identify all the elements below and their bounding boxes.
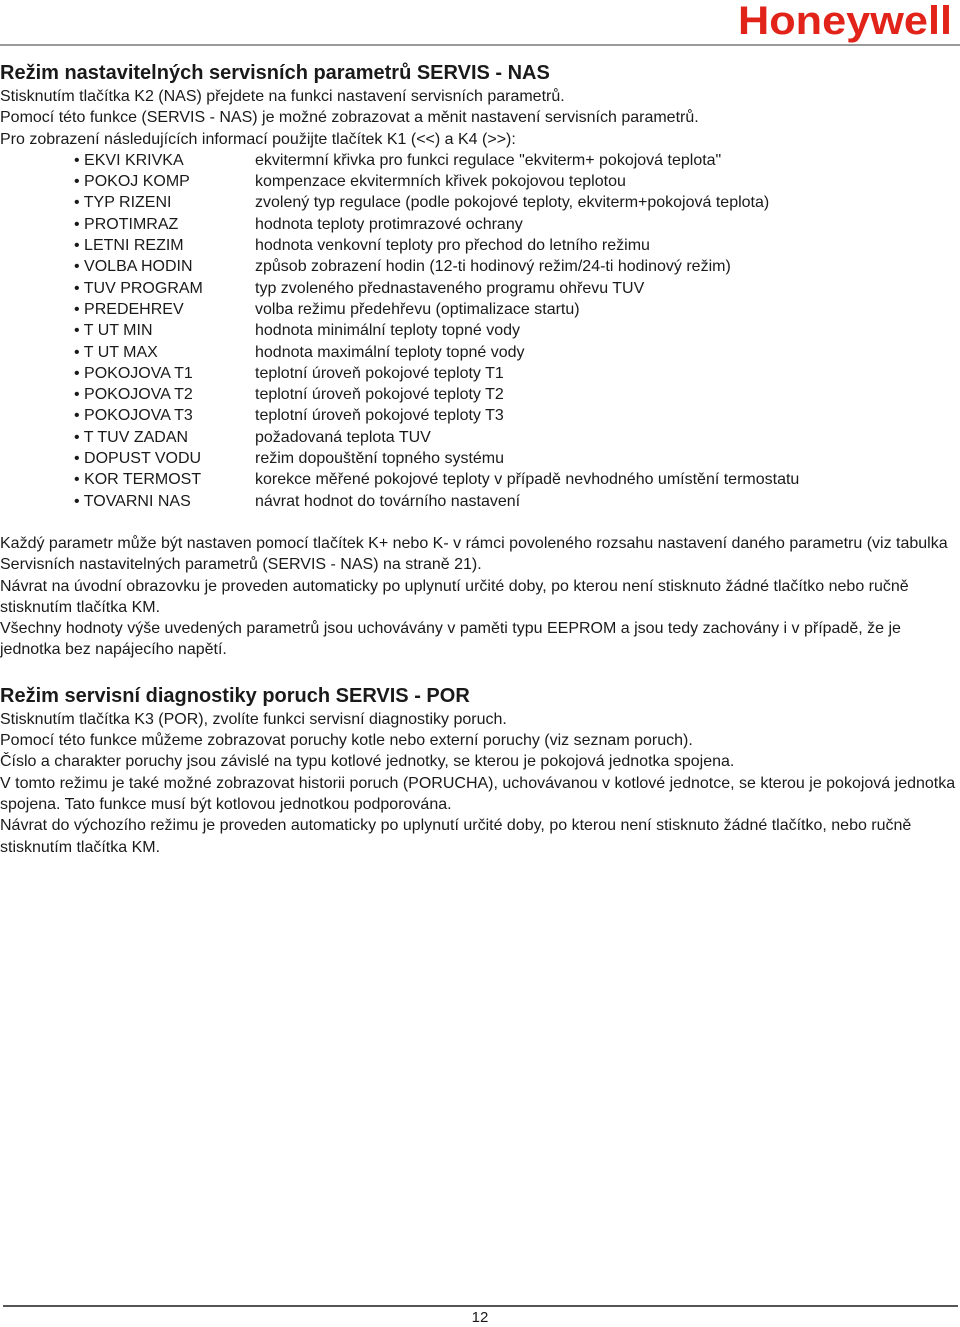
- parameter-item: [74, 299, 958, 320]
- section-title-servis-por: Režim servisní diagnostiky poruch SERVIS - POR: [0, 684, 470, 707]
- logo-text: Honeywell: [738, 0, 952, 43]
- parameter-item: [74, 405, 958, 426]
- parameter-name: • PROTIMRAZ: [74, 215, 179, 233]
- parameter-item: [74, 384, 958, 405]
- parameter-name: • DOPUST VODU: [74, 450, 202, 468]
- parameter-description: hodnota teploty protimrazové ochrany: [255, 215, 523, 233]
- body-paragraph: V tomto režimu je také možné zobrazovat historii poruch (PORUCHA), uchovávanou v kotlové jednotce, se kterou je pokojová jednotka spojena. Tato funkce musí být kotlovou jednotkou podporována.: [0, 774, 956, 813]
- parameter-name: • T TUV ZADAN: [74, 428, 189, 446]
- parameter-description: korekce měřené pokojové teploty v případě nevhodného umístění termostatu: [255, 471, 800, 489]
- parameter-item: [74, 192, 958, 213]
- section-servis-por: [0, 683, 958, 858]
- parameter-name: • T UT MAX: [74, 343, 158, 361]
- parameter-description: kompenzace ekvitermních křivek pokojovou teplotou: [255, 173, 626, 191]
- body-paragraph: Stisknutím tlačítka K3 (POR), zvolíte funkci servisní diagnostiky poruch.: [0, 710, 507, 728]
- parameter-description: volba režimu předehřevu (optimalizace startu): [255, 300, 580, 318]
- parameter-name: • TUV PROGRAM: [74, 279, 203, 297]
- parameter-description: požadovaná teplota TUV: [255, 428, 431, 446]
- page-number: 12: [471, 1309, 489, 1326]
- intro-line: Stisknutím tlačítka K2 (NAS) přejdete na funkci nastavení servisních parametrů.: [0, 88, 565, 105]
- intro-line: Pomocí této funkce (SERVIS - NAS) je možné zobrazovat a měnit nastavení servisních parametrů.: [0, 109, 699, 127]
- body-paragraph: Číslo a charakter poruchy jsou závislé na typu kotlové jednotky, se kterou je pokojová jednotka spojena.: [0, 753, 735, 771]
- body-paragraph: Každý parametr může být nastaven pomocí tlačítek K+ nebo K- v rámci povoleného rozsahu nastavení daného parametru (viz tabulka Servisních nastavitelných parametrů (SERVIS - NAS) na straně 21).: [0, 534, 948, 574]
- parameter-name: • POKOJOVA T2: [74, 386, 193, 404]
- parameter-item: [74, 171, 958, 192]
- spacer: [0, 512, 958, 533]
- parameter-item: [74, 342, 958, 363]
- parameter-description: zvolený typ regulace (podle pokojové teploty, ekviterm+pokojová teplota): [255, 194, 770, 212]
- parameter-name: • EKVI KRIVKA: [74, 151, 184, 169]
- parameter-name: • KOR TERMOST: [74, 471, 202, 489]
- parameter-name: • POKOJ KOMP: [74, 173, 190, 191]
- body-paragraph: Návrat do výchozího režimu je proveden automaticky po uplynutí určité doby, po kterou není stisknuto žádné tlačítko, nebo ručně stisknutím tlačítka KM.: [0, 817, 912, 856]
- page-content: [0, 60, 958, 858]
- intro-line: Pro zobrazení následujících informací použijte tlačítek K1 (<<) a K4 (>>):: [0, 130, 516, 148]
- header-rule: [0, 44, 960, 46]
- parameter-list: [74, 150, 958, 512]
- parameter-description: návrat hodnot do továrního nastavení: [255, 492, 521, 510]
- parameter-description: typ zvoleného přednastaveného programu ohřevu TUV: [255, 279, 645, 297]
- honeywell-logo-wordmark: [736, 0, 956, 44]
- parameter-item: [74, 469, 958, 490]
- parameter-name: • T UT MIN: [74, 322, 153, 340]
- parameter-description: teplotní úroveň pokojové teploty T1: [255, 364, 504, 382]
- parameter-name: • TOVARNI NAS: [74, 492, 191, 510]
- parameter-name: • TYP RIZENI: [74, 194, 172, 212]
- spacer: [0, 661, 958, 683]
- parameter-item: [74, 427, 958, 448]
- parameter-name: • POKOJOVA T3: [74, 407, 193, 425]
- footer-rule: [3, 1305, 958, 1307]
- parameter-name: • LETNI REZIM: [74, 237, 184, 255]
- parameter-item: [74, 214, 958, 235]
- section-servis-nas: [0, 60, 958, 661]
- parameter-item: [74, 363, 958, 384]
- parameter-item: [74, 150, 958, 171]
- parameter-description: hodnota venkovní teploty pro přechod do letního režimu: [255, 237, 650, 255]
- parameter-description: hodnota minimální teploty topné vody: [255, 322, 521, 340]
- honeywell-logo: [736, 0, 956, 44]
- parameter-description: způsob zobrazení hodin (12-ti hodinový režim/24-ti hodinový režim): [255, 258, 731, 276]
- parameter-name: • PREDEHREV: [74, 300, 184, 318]
- parameter-item: [74, 278, 958, 299]
- parameter-item: [74, 256, 958, 277]
- parameter-description: režim dopouštění topného systému: [255, 450, 505, 468]
- parameter-item: [74, 491, 958, 512]
- parameter-description: teplotní úroveň pokojové teploty T3: [255, 407, 504, 425]
- body-paragraph: Pomocí této funkce můžeme zobrazovat poruchy kotle nebo externí poruchy (viz seznam poruch).: [0, 732, 693, 750]
- parameter-description: hodnota maximální teploty topné vody: [255, 343, 525, 361]
- section-title-servis-nas: Režim nastavitelných servisních parametrů SERVIS - NAS: [0, 62, 550, 84]
- parameter-description: ekvitermní křivka pro funkci regulace "ekviterm+ pokojová teplota": [255, 151, 722, 169]
- parameter-item: [74, 235, 958, 256]
- parameter-name: • VOLBA HODIN: [74, 258, 193, 276]
- parameter-item: [74, 320, 958, 341]
- parameter-item: [74, 448, 958, 469]
- body-paragraph: Návrat na úvodní obrazovku je proveden automaticky po uplynutí určité doby, po kterou není stisknuto žádné tlačítko nebo ručně stisknutím tlačítka KM.: [0, 577, 909, 616]
- parameter-description: teplotní úroveň pokojové teploty T2: [255, 386, 504, 404]
- body-paragraph: Všechny hodnoty výše uvedených parametrů jsou uchovávány v paměti typu EEPROM a jsou tedy zachovány i v případě, že je jednotka bez napájecího napětí.: [0, 620, 901, 659]
- parameter-name: • POKOJOVA T1: [74, 364, 193, 382]
